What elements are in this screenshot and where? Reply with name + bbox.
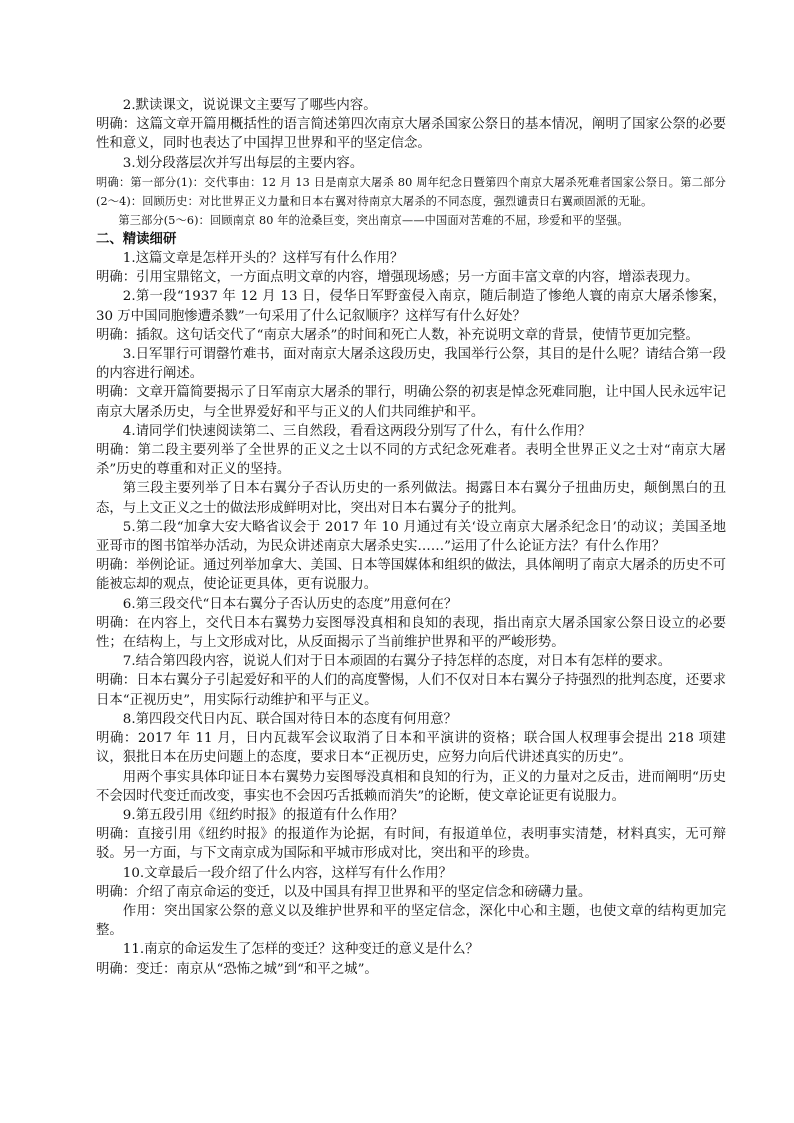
reading-answer-10: 明确：介绍了南京命运的变迁，以及中国具有捍卫世界和平的坚定信念和磅礴力量。: [96, 884, 592, 900]
reading-question-1: 1.这篇文章是怎样开头的？这样写有什么作用？: [122, 251, 404, 267]
reading-answer-9: 明确：直接引用《纽约时报》的报道作为论据，有时间，有报道单位，表明事实清楚，材料真实，无可辩驳。另一方面，与下文南京成为国际和平城市形成对比，突出和平的珍贵。: [96, 827, 726, 862]
question-2: 2.默读课文，说说课文主要写了哪些内容。: [122, 98, 377, 113]
reading-answer-3: 明确：文章开篇简要揭示了日军南京大屠杀的罪行，明确公祭的初衷是悼念死难同胞，让中国人民永远牢记南京大屠杀历史，与全世界爱好和平与正义的人们共同维护和平。: [96, 385, 726, 420]
reading-answer-10-cont: 作用：突出国家公祭的意义以及维护世界和平的坚定信念，深化中心和主题，也使文章的结构更加完整。: [96, 903, 726, 939]
reading-question-3: 3.日军罪行可谓罄竹难书，面对南京大屠杀这段历史，我国举行公祭，其目的是什么呢？请结合第一段的内容进行阐述。: [96, 347, 726, 382]
reading-answer-2: 明确：插叙。这句话交代了“南京大屠杀”的时间和死亡人数，补充说明文章的背景，使情节更加完整。: [96, 327, 699, 343]
question-3: 3.划分段落层次并写出每层的主要内容。: [122, 155, 364, 171]
reading-question-8: 8.第四段交代日内瓦、联合国对待日本的态度有何用意？: [122, 711, 457, 727]
reading-question-2: 2.第一段“1937 年 12 月 13 日，侵华日军野蛮侵入南京，随后制造了惨绝人寰的南京大屠杀惨案，30 万中国同胞惨遭杀戮”一句采用了什么记叙顺序？这样写有什么好处？: [96, 289, 726, 324]
reading-question-5: 5.第二段“加拿大安大略省议会于 2017 年 10 月通过有关‘设立南京大屠杀纪念日’的动议；美国圣地亚哥市的图书馆举办活动，为民众讲述南京大屠杀史实……”运用了什么论证方法？有什么作用？: [96, 519, 726, 555]
answer-2: 明确：这篇文章开篇用概括性的语言简述第四次南京大屠杀国家公祭日的基本情况，阐明了国家公祭的必要性和意义，同时也表达了中国捍卫世界和平的坚定信念。: [96, 117, 726, 152]
reading-answer-1: 明确：引用宝鼎铭文，一方面点明文章的内容，增强现场感；另一方面丰富文章的内容，增添表现力。: [96, 270, 699, 286]
reading-answer-4: 明确：第二段主要列举了全世界的正义之士以不同的方式纪念死难者。表明全世界正义之士对“南京大屠杀”历史的尊重和对正义的坚持。: [96, 443, 726, 478]
section-heading-close-reading: 二、精读细研: [96, 231, 177, 247]
reading-answer-8-cont: 用两个事实具体印证日本右翼势力妄图辱没真相和良知的行为，正义的力量对之反击，进而阐明“历史不会因时代变迁而改变，事实也不会因巧舌抵赖而消失”的论断，使文章论证更有说服力。: [96, 769, 726, 804]
reading-question-11: 11.南京的命运发生了怎样的变迁？这种变迁的意义是什么？: [122, 942, 479, 958]
reading-question-7: 7.结合第四段内容，说说人们对于日本顽固的右翼分子持怎样的态度，对日本有怎样的要求。: [122, 654, 672, 670]
reading-answer-4-cont: 第三段主要列举了日本右翼分子否认历史的一系列做法。揭露日本右翼分子扭曲历史，颠倒黑白的丑态，与上文正义之士的做法形成鲜明对比，突出对日本右翼分子的批判。: [96, 481, 726, 516]
answer-3-part-3: 第三部分(5～6)：回顾南京 80 年的沧桑巨变，突出南京——中国面对苦难的不屈，珍爱和平的坚强。: [118, 213, 629, 227]
reading-question-6: 6.第三段交代“日本右翼分子否认历史的态度”用意何在？: [122, 596, 458, 612]
reading-answer-11: 明确：变迁：南京从“恐怖之城”到“和平之城”。: [96, 961, 378, 977]
reading-question-10: 10.文章最后一段介绍了什么内容，这样写有什么作用？: [122, 865, 453, 881]
answer-3-part-1-2: 明确：第一部分(1)：交代事由：12 月 13 日是南京大屠杀 80 周年纪念日暨第四个南京大屠杀死难者国家公祭日。第二部分(2～4)：回顾历史：对比世界正义力量和日本右翼对待南京大屠杀的不同态度，强烈谴责日右翼顽固派的无耻。: [96, 175, 726, 208]
reading-answer-8: 明确：2017 年 11 月，日内瓦裁军会议取消了日本和平演讲的资格；联合国人权理事会提出 218 项建议，狠批日本在历史问题上的态度，要求日本“正视历史，应努力向后代讲述真实的历史”。: [96, 731, 726, 766]
reading-answer-6: 明确：在内容上，交代日本右翼势力妄图辱没真相和良知的表现，指出南京大屠杀国家公祭日设立的必要性；在结构上，与上文形成对比，从反面揭示了当前维护世界和平的严峻形势。: [96, 615, 726, 651]
reading-question-9: 9.第五段引用《纽约时报》的报道有什么作用？: [122, 807, 404, 823]
reading-question-4: 4.请同学们快速阅读第二、三自然段，看看这两段分别写了什么，有什么作用？: [122, 423, 591, 439]
reading-answer-7: 明确：日本右翼分子引起爱好和平的人们的高度警惕，人们不仅对日本右翼分子持强烈的批判态度，还要求日本“正视历史”，用实际行动维护和平与正义。: [96, 673, 726, 708]
document-page: [96, 96, 726, 979]
reading-answer-5: 明确：举例论证。通过列举加拿大、美国、日本等国媒体和组织的做法，具体阐明了南京大屠杀的历史不可能被忘却的观点，使论证更具体，更有说服力。: [96, 558, 726, 593]
